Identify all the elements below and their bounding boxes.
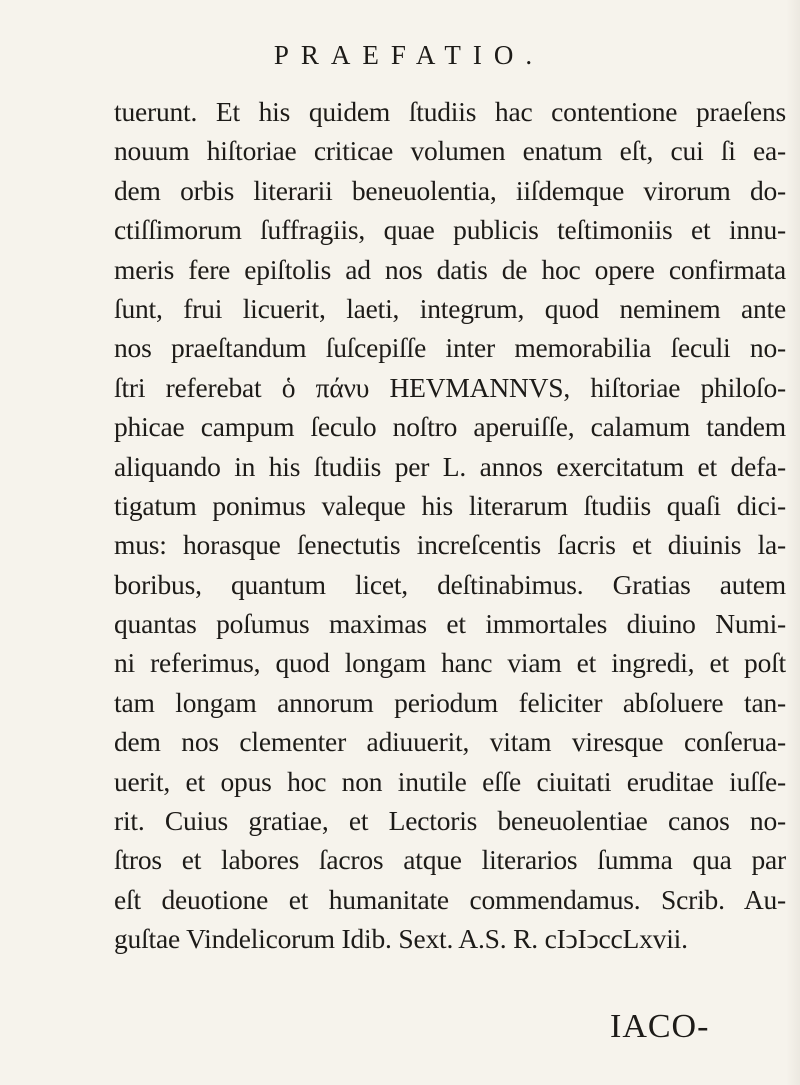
- text-line: ctiſſimorum ſuffragiis, quae publicis teſtimoniis et innu-: [114, 214, 786, 246]
- text-line: meris fere epiſtolis ad nos datis de hoc opere confirmata: [114, 253, 786, 285]
- text-line: tam longam annorum periodum feliciter abſoluere tan-: [114, 686, 786, 718]
- page-edge-shadow: [786, 0, 800, 1085]
- text-line: ſtri referebat ὁ πάνυ HEVMANNVS, hiſtoriae philoſo-: [114, 371, 786, 403]
- text-line: phicae campum ſeculo noſtro aperuiſſe, calamum tandem: [114, 411, 786, 443]
- body-text: [114, 92, 786, 959]
- text-line: ſtros et labores ſacros atque literarios ſumma qua par: [114, 844, 786, 876]
- text-line: tuerunt. Et his quidem ſtudiis hac contentione praeſens: [114, 96, 786, 127]
- text-line: aliquando in his ſtudiis per L. annos exercitatum et defa-: [114, 450, 786, 482]
- text-line: ſunt, frui licuerit, laeti, integrum, quod neminem ante: [114, 292, 786, 324]
- text-line: dem orbis literarii beneuolentia, iiſdemque virorum do-: [114, 174, 786, 206]
- text-line: rit. Cuius gratiae, et Lectoris beneuolentiae canos no-: [114, 805, 786, 837]
- text-line: boribus, quantum licet, deſtinabimus. Gratias autem: [114, 568, 786, 600]
- text-line: mus: horasque ſenectutis increſcentis ſacris et diuinis la-: [114, 529, 786, 561]
- text-line: eſt deuotione et humanitate commendamus. Scrib. Au-: [114, 883, 786, 915]
- text-line: nos praeſtandum ſuſcepiſſe inter memorabilia ſeculi no-: [114, 332, 786, 364]
- text-line: guſtae Vindelicorum Idib. Sext. A.S. R. cIↄIↄccLxvii.: [114, 923, 688, 955]
- catchword: IACO-: [610, 1008, 710, 1045]
- text-line: quantas poſumus maximas et immortales diuino Numi-: [114, 608, 786, 640]
- text-line: nouum hiſtoriae criticae volumen enatum eſt, cui ſi ea-: [114, 135, 786, 167]
- text-line: tigatum ponimus valeque his literarum ſtudiis quaſi dici-: [114, 489, 786, 521]
- running-head: PRAEFATIO.: [273, 40, 545, 70]
- text-line: dem nos clementer adiuuerit, vitam viresque conſerua-: [114, 726, 786, 758]
- text-line: uerit, et opus hoc non inutile eſſe ciuitati eruditae iuſſe-: [114, 765, 786, 797]
- text-line: ni referimus, quod longam hanc viam et ingredi, et poſt: [114, 647, 786, 679]
